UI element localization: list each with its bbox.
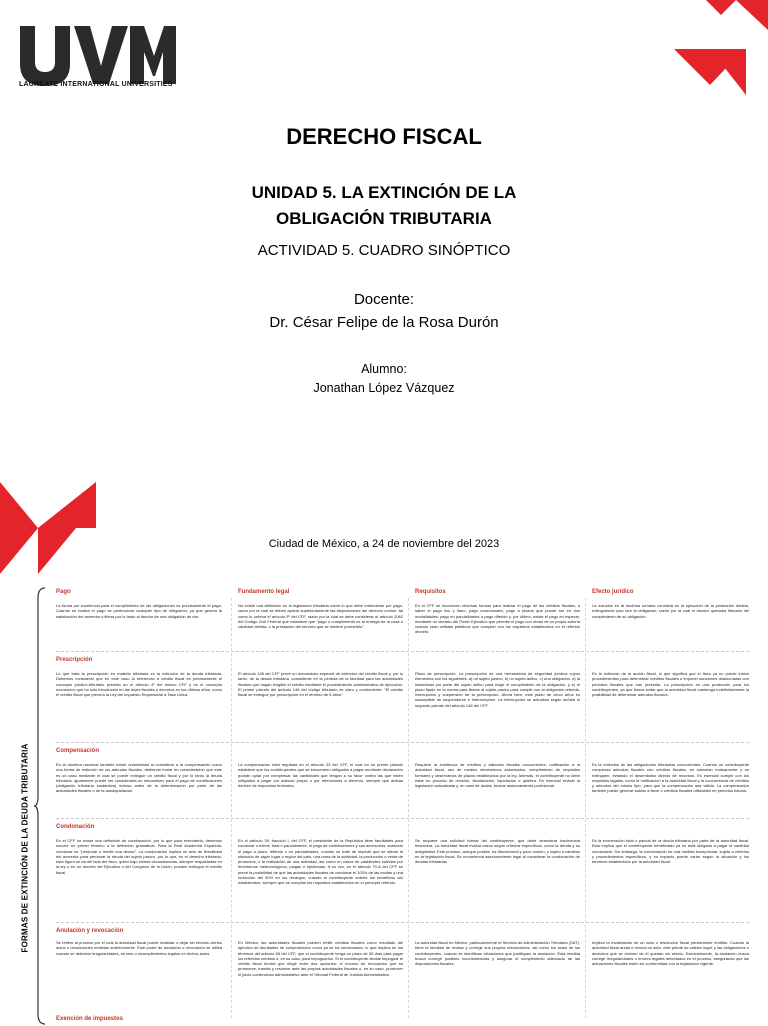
cell-pago-definicion: La forma por excelencia para el cumplimiento de las obligaciones es precisamente el pago. Cuando se realiza el pago se perfecciona cualquier tipo de obligación, ya que genera la satisfacción del acreedor y libera por lo tanto al deudor de una obligación de dar. xyxy=(56,603,222,619)
student-block xyxy=(0,360,768,398)
row-label-prescripcion: Prescripción xyxy=(56,657,93,663)
synoptic-side-title: FORMAS DE EXTINCIÓN DE LA DEUDA TRIBUTARIA xyxy=(20,743,30,953)
cell-prescripcion-definicion: Lo que trata la prescripción en materia tributaria es la extinción de la deuda tributaria. Debemos considerar que en este caso la referencia a crédito fiscal es precisamente el concepto jurídico-tributario previsto en el artículo 4º del mismo CFF y no el concepto económico que ha sido introducido en las leyes fiscales y decretos en los últimos años, como el crédito fiscal que preveía la Ley del Impuesto Empresarial a Tasa Única. xyxy=(56,671,222,698)
cell-anulacion-fundamento: En México, las autoridades fiscales pueden emitir créditos fiscales como resultado del ejercicio de facultades de comprobación como ya se ha mencionado, lo que implica en los términos del artículo 65 del CFF, que el contribuyente tenga un plazo de 30 días para pagar los referidos créditos o, en su caso, para impugnarlos. Si el contribuyente decide impugnar el crédito fiscal tendrá que elegir entre dos opciones: el recurso de revocación que se promueve, tramita y resuelve ante las propias autoridades fiscales o, en su caso, promover el juicio contencioso administrativo ante el Tribunal Federal de Justicia Administrativa. xyxy=(238,940,403,977)
row-separator xyxy=(56,922,749,923)
row-label-exencion: Exención de impuestos xyxy=(56,1016,124,1022)
row-label-compensacion: Compensación xyxy=(56,748,100,754)
course-title: DERECHO FISCAL xyxy=(286,124,482,149)
column-header-requisitos: Requisitos xyxy=(415,589,446,595)
place-date: Ciudad de México, a 24 de noviembre del 2023 xyxy=(268,538,500,550)
cell-condonacion-efecto: Es la exoneración total o parcial de la deuda tributaria por parte de la autoridad fiscal. Esto implica que el contribuyente beneficiado ya no está obligado a pagar la cantidad condonada. Sin embargo, la condonación es una medida excepcional, sujeta a criterios y procedimientos específicos, y su impacto puede variar según la situación y los términos establecidos por la autoridad fiscal. xyxy=(592,838,749,865)
column-separator xyxy=(231,598,232,1018)
column-separator xyxy=(408,598,409,1018)
student-label: Alumno: xyxy=(361,362,407,376)
synoptic-brace xyxy=(34,586,46,1026)
teacher-label: Docente: xyxy=(353,291,415,308)
column-header-fundamento: Fundamento legal xyxy=(238,589,290,595)
unit-title-line2: OBLIGACIÓN TRIBUTARIA xyxy=(276,209,492,228)
row-separator xyxy=(56,818,749,819)
cell-condonacion-requisitos: Se requiere una solicitud formal del contribuyente, que debe demostrar insolvencia financiera. La autoridad fiscal evalúa casos según criterios específicos, como la deuda y su antigüedad. Este proceso, aunque posible, es discrecional y poco común, y sujeto a cambios en la legislación fiscal. Se recomienda asesoramiento legal al considerar la condonación de deudas tributarias. xyxy=(415,838,580,865)
cell-pago-requisitos: En el CFF se reconocen diversas formas para realizar el pago de los créditos fiscales, a saber el pago liso y llano, pago coaccionado, pago a plazos que puede ser en dos modalidades: pago en parcialidades o pago diferido y, por último, existe el pago en especie, mediante un decreto del Poder Ejecutivo que permite el pago con obras de su propia autoría cuando sean artistas plásticos que cumplan con los requisitos establecidos en el referido decreto. xyxy=(415,603,580,635)
row-separator xyxy=(56,742,749,743)
cell-compensacion-efecto: Es la extinción de las obligaciones tributarias concurrentes. Cuando un contribuyente compensa adeudos fiscales con créditos fiscales, se cancelan mutuamente y se extinguen, evitando el desembolso directo de recursos. Es esencial cumplir con los requisitos legales, como la notificación a la autoridad fiscal y la concurrencia de créditos y adeudos del mismo tipo, para que la compensación sea válida. La compensación también puede generar saldos a favor o créditos fiscales utilizables en periodos futuros. xyxy=(592,762,749,794)
cell-anulacion-requisitos: La autoridad fiscal en México, particularmente el Servicio de Administración Tributaria (SAT), tiene la facultad de revisar y corregir sus propias resoluciones, así como los actos de los contribuyentes, cuando se identifican situaciones que justifiquen la anulación. Esta medida busca corregir posibles inconsistencias y asegurar el cumplimiento adecuado de las disposiciones fiscales. xyxy=(415,940,580,967)
column-header-pago: Pago xyxy=(56,589,71,595)
column-header-efecto: Efecto jurídico xyxy=(592,589,634,595)
cell-anulacion-efecto: Implica la invalidación de un acto o resolución fiscal previamente emitido. Cuando la autoridad fiscal anula o revoca un acto, este pierde su validez legal, y las obligaciones o derechos que se deriven de él quedan sin efecto. Esencialmente, la anulación busca corregir irregularidades o errores legales detectados en el proceso, asegurando que las actuaciones fiscales estén en conformidad con la legislación vigente. xyxy=(592,940,749,967)
cell-anulacion-definicion: Se refiere al proceso por el cual la autoridad fiscal puede invalidar o dejar sin efectos ciertos actos o resoluciones emitidas anteriormente. Este poder de anulación o revocación se utiliza cuando se detectan irregularidades, errores o incumplimientos legales en dichos actos. xyxy=(56,940,222,956)
cell-pago-efecto: La solución en la doctrina romana consistía en la ejecución de la prestación debida, extinguiendo ipso iure la obligación, razón por la cual el deudor quedaba liberado del cumplimiento de su obligación. xyxy=(592,603,749,619)
cell-condonacion-fundamento: En el artículo 39, fracción I, del CFF, el presidente de la República tiene facultades para condonar o eximir, total o parcialmente, el pago de contribuciones y sus accesorios, autorizar el pago a plazo, diferido o en parcialidades, cuando se trate de impedir que se afecte la situación de algún lugar o región del país, una rama de la actividad, la producción o venta de productos, o la realización de una actividad, así como en casos de catástrofes sufridas por fenómenos meteorológicos, plagas o epidemias. A su vez, en el artículo 70-A del CFF se prevé la posibilidad de que las autoridades fiscales de condonar el 100% de las multas y una reducción del 50% en los recargos, cuando el contribuyente solicite los beneficios ahí establecidos, siempre que se cumplan los requisitos establecidos en el precepto referido. xyxy=(238,838,403,886)
cell-condonacion-definicion: En el CFF no existe una definición de condonación, por lo que para entenderla, debemos recurrir en primer término a la definición gramatical. Para la Real Academia Española, condonar es "perdonar o remitir una deuda". La condonación implica un acto de liberalidad del acreedor para perdonar la deuda del sujeto pasivo, por lo que, en el derecho tributario, esta figura se da del lado del fisco, quien bajo ciertas circunstancias, siempre respaldadas en la ley o en un decreto del Ejecutivo o del Congreso de la Unión, pueden extinguir el crédito fiscal. xyxy=(56,838,222,875)
logo-subtitle: LAUREATE INTERNATIONAL UNIVERSITIES xyxy=(19,81,173,88)
cell-pago-fundamento: No existe una definición en la legislación tributaria sobre lo que debe entenderse por pago, razón por la cual se deben aplicar supletoriamente las disposiciones del derecho común, tal como lo ordena el artículo 5º del CFF, razón por la cual se debe considerar el artículo 2062 del Código Civil Federal que establece que "pago o cumplimiento es la entrega de la cosa o cantidad debida, o la prestación del servicio que se hubiere prometido". xyxy=(238,603,403,630)
unit-title xyxy=(0,180,768,232)
decorative-triangles-top-right xyxy=(670,0,768,96)
unit-title-line1: UNIDAD 5. LA EXTINCIÓN DE LA xyxy=(251,183,517,202)
teacher-name: Dr. César Felipe de la Rosa Durón xyxy=(269,314,499,331)
cell-compensacion-definicion: En la doctrina nacional también existe unanimidad al considerar a la compensación como una forma de extinción de los adeudos fiscales, debiendo tomar en consideración que este es un caso mediante el cual se puede extinguir un crédito fiscal y por lo tanto la deuda tributaria, igualmente puede ser considerada un mecanismo para el pago de contribuciones (obligación tributaria sustantiva) incluso antes de la determinación por parte de las autoridades fiscales o de la autoliquidación. xyxy=(56,762,222,794)
row-label-condonacion: Condonación xyxy=(56,824,95,830)
teacher-block xyxy=(0,288,768,334)
cell-prescripcion-fundamento: El artículo 146 del CFF prevé un mecanismo especial de extinción del crédito fiscal y, por lo tanto, de la deuda tributaria, consistente en la pérdida de la facultad para las autoridades fiscales que hagan exigible el crédito mediante el procedimiento administrativo de ejecución. El primer párrafo del artículo 146 del código tributario es claro y contundente: "El crédito fiscal se extingue por prescripción en el término de 5 años". xyxy=(238,671,403,698)
activity-title: ACTIVIDAD 5. CUADRO SINÓPTICO xyxy=(257,242,511,259)
cell-prescripcion-requisitos: Plazo de prescripción. La prescripción es una herramienta de seguridad jurídica cuyos elementos son los siguientes: a) un sujeto pasivo, b) un sujeto activo, c) una obligación, d) la inactividad por parte del sujeto activo para exigir el cumplimiento de la obligación, y e) el plazo fijado en la norma para liberar al sujeto pasivo para cumplir con la obligación referida. Interrupción y suspensión de la prescripción. Ahora bien, este plazo de cinco años es susceptible de suspenderse e interrumpirse. La interrupción se actualiza según señala el segundo párrafo del artículo 146 del CFF. xyxy=(415,671,580,708)
cell-prescripcion-efecto: Es la extinción de la acción fiscal, lo que significa que el fisco ya no puede iniciar procedimientos para determinar créditos fiscales o imponer sanciones relacionadas con periodos fiscales que han prescrito. La prescripción es una protección para los contribuyentes, ya que busca evitar que la autoridad fiscal mantenga indefinidamente la posibilidad de determinar adeudos fiscales. xyxy=(592,671,749,698)
row-separator xyxy=(56,651,749,652)
row-label-anulacion: Anulación y revocación xyxy=(56,928,124,934)
decorative-triangles-left xyxy=(0,478,100,574)
student-name: Jonathan López Vázquez xyxy=(313,381,455,395)
cell-compensacion-requisitos: Requiere la existencia de créditos y adeudos fiscales concurrentes, notificación a la autoridad fiscal, uso de medios electrónicos autorizados, cumplimiento de requisitos formales y observancia de plazos establecidos por la ley. Además, el contribuyente no debe estar en proceso de revisión, fiscalización, liquidación o quiebra. Es esencial revisar la legislación actualizada y, en caso de dudas, buscar asesoramiento profesional. xyxy=(415,762,580,789)
column-separator xyxy=(585,598,586,1018)
cell-compensacion-fundamento: La compensación está regulada en el artículo 23 del CFF, el cual en su primer párrafo establece que los contribuyentes que se encuentren obligados a pagar mediante declaración podrán optar por compensar las cantidades que tengan a su favor contra las que estén obligados a pagar por adeudo propio o por retenciones a terceros, siempre que ambas deriven de impuestos federales. xyxy=(238,762,403,789)
